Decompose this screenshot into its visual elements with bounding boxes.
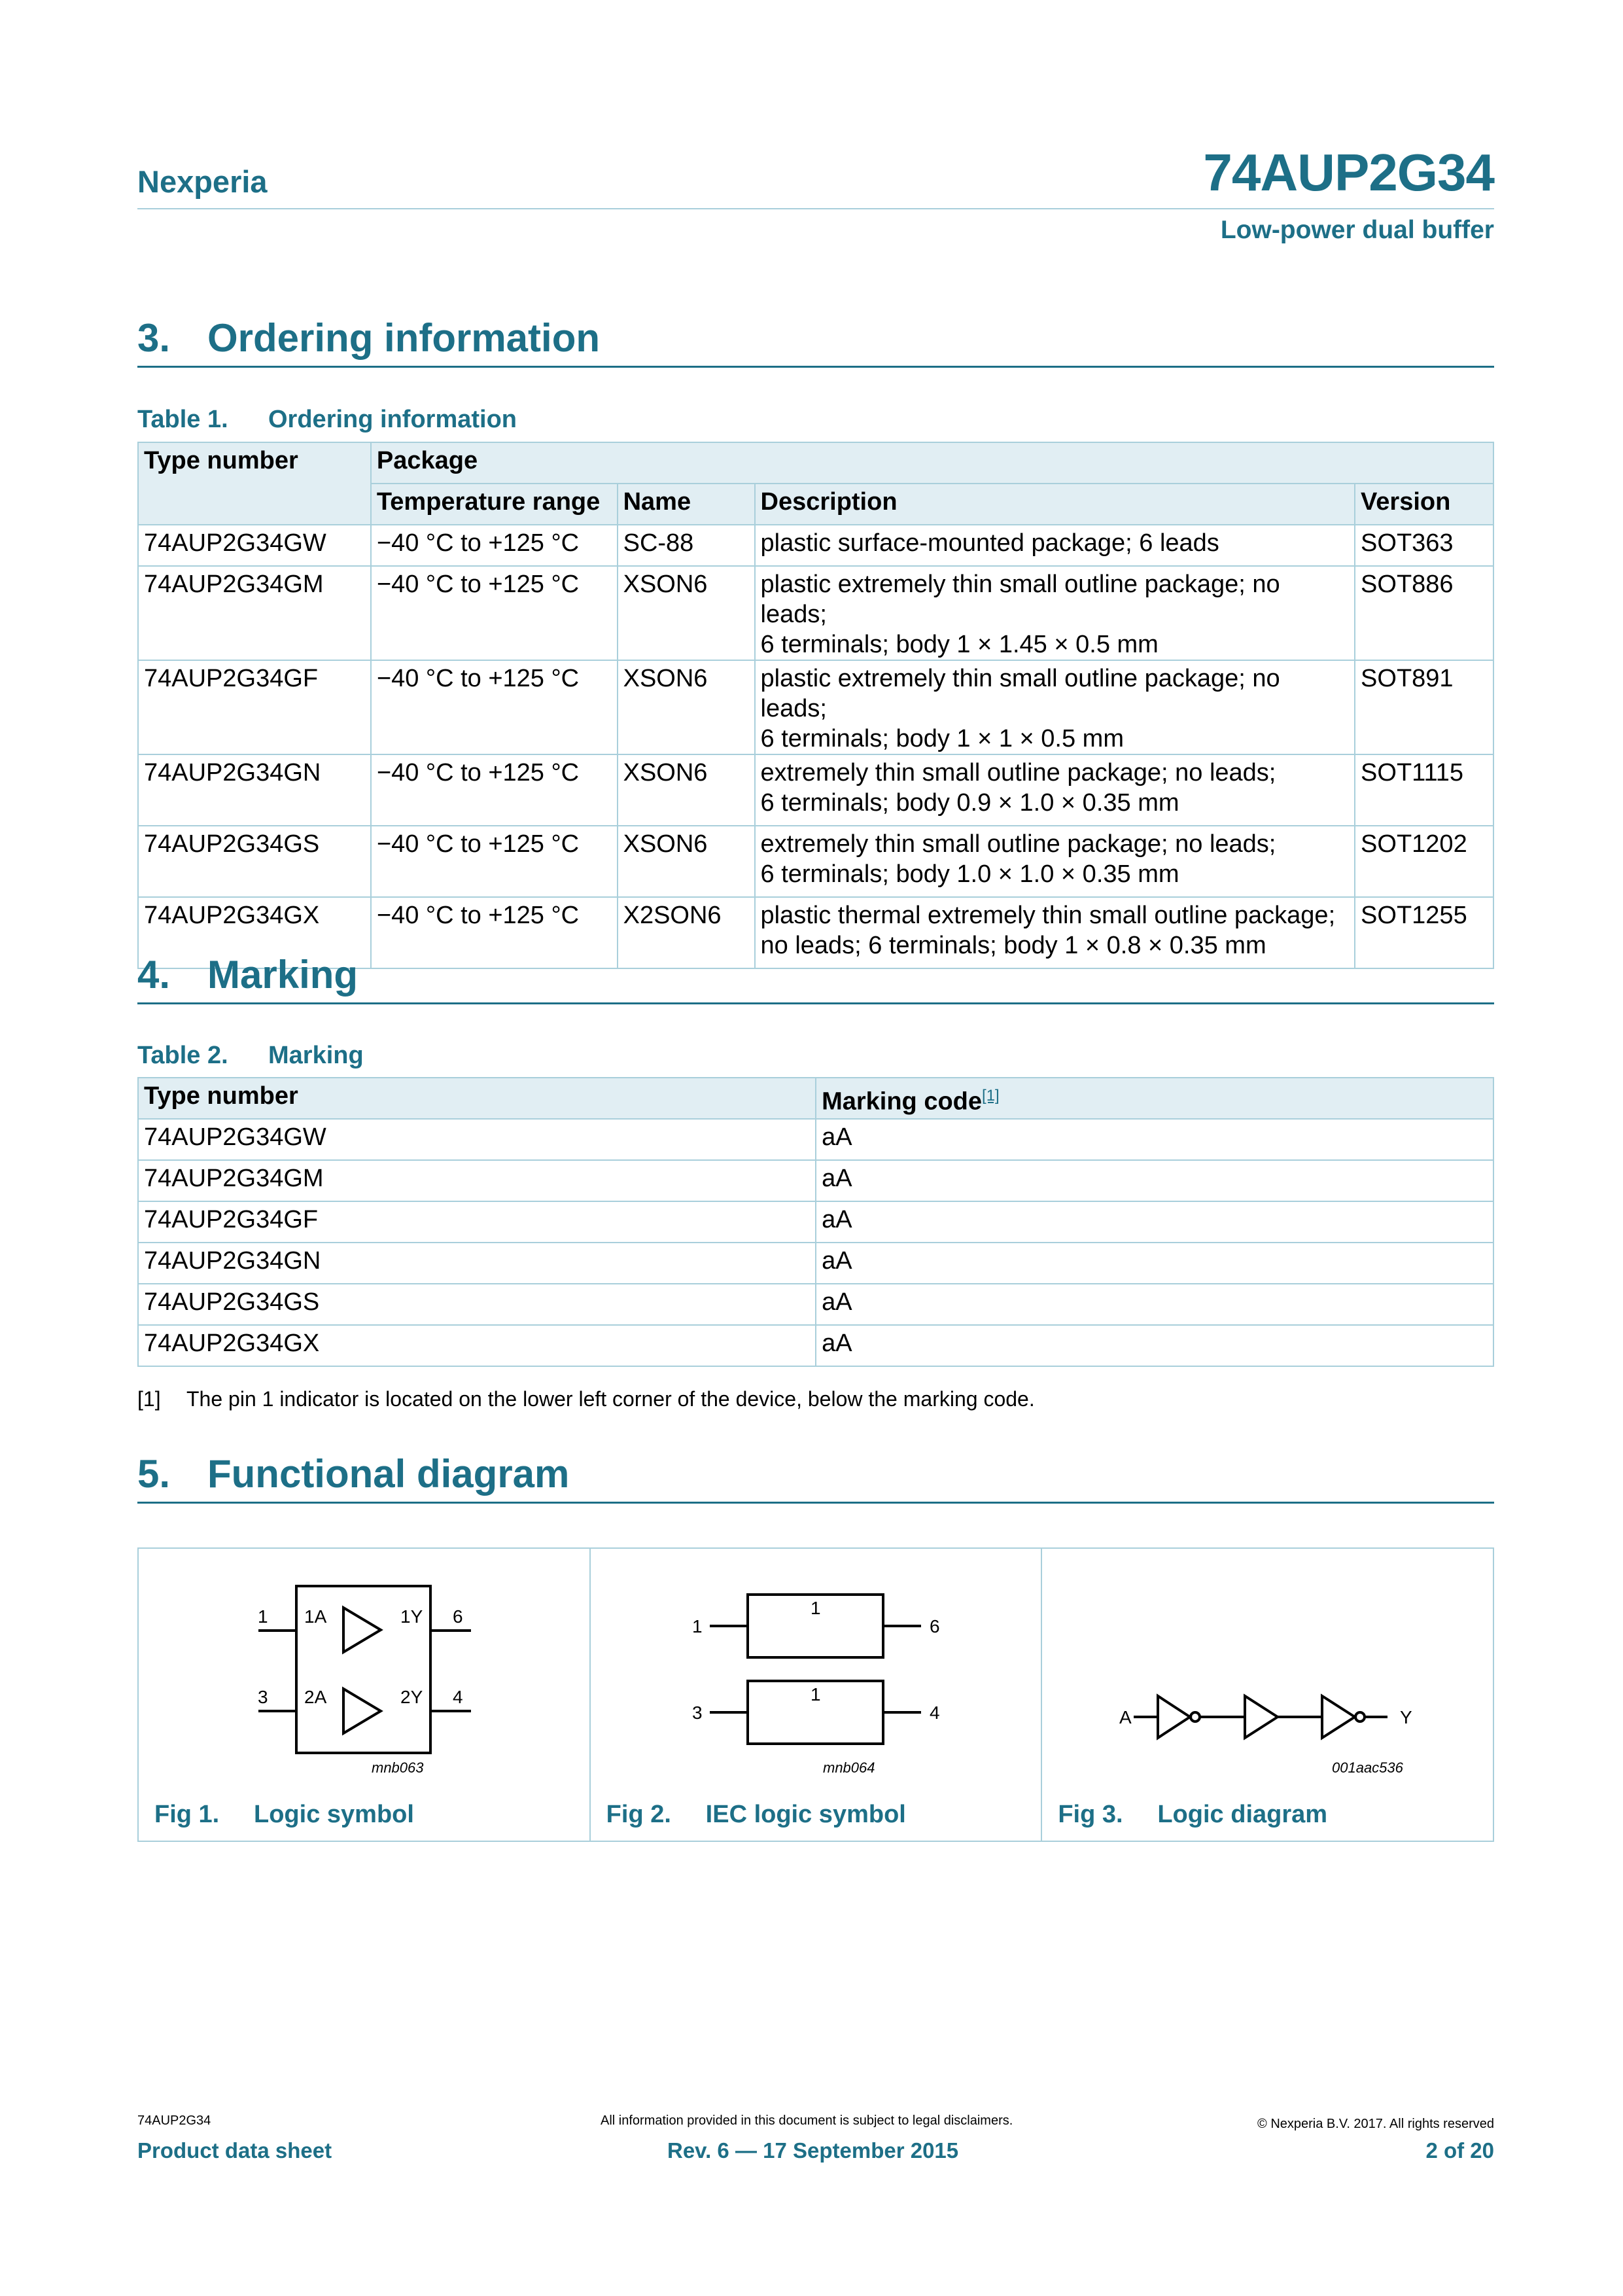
description-line: plastic thermal extremely thin small outline package; (760, 902, 1336, 929)
figure-title: Logic symbol (254, 1801, 414, 1828)
iec-logic-symbol-diagram (591, 1549, 1042, 1797)
col-header-temperature: Temperature range (371, 484, 618, 525)
cell-type-number: 74AUP2G34GM (138, 566, 371, 660)
figure-code: mnb063 (372, 1759, 424, 1776)
col-header-description: Description (755, 484, 1355, 525)
pin-label: 2A (304, 1687, 327, 1707)
document-title: 74AUP2G34 (1203, 143, 1494, 202)
cell-marking-code: aA (816, 1119, 1493, 1160)
col-header-type-number: Type number (138, 442, 371, 525)
cell-description (755, 566, 1355, 660)
cell-version: SOT886 (1355, 566, 1493, 660)
cell-marking-code: aA (816, 1284, 1493, 1325)
iec-qualifier: 1 (810, 1684, 821, 1704)
buffer-gate (343, 1689, 381, 1733)
cell-type-number: 74AUP2G34GN (138, 754, 371, 826)
cell-package-name: XSON6 (618, 566, 755, 660)
input-label: A (1119, 1707, 1132, 1727)
cell-marking-code: aA (816, 1325, 1493, 1366)
table-row (138, 1243, 1493, 1284)
logic-symbol-diagram (139, 1549, 590, 1797)
cell-package-name: X2SON6 (618, 897, 755, 968)
table-number: Table 2. (137, 1042, 228, 1069)
cell-description (755, 525, 1355, 566)
ordering-table (137, 442, 1494, 969)
col-header-type-number: Type number (138, 1078, 816, 1119)
pin-number: 3 (691, 1703, 703, 1723)
pin-number: 4 (453, 1687, 463, 1707)
logic-diagram (1042, 1549, 1493, 1797)
figure-caption (606, 1801, 906, 1829)
cell-package-name: XSON6 (618, 660, 755, 754)
pin-number: 4 (929, 1703, 940, 1723)
table-title: Ordering information (268, 406, 517, 433)
cell-type-number: 74AUP2G34GF (138, 660, 371, 754)
marking-table (137, 1077, 1494, 1367)
footer-disclaimer: All information provided in this document is subject to legal disclaimers. (601, 2113, 1013, 2128)
header-divider (137, 208, 1494, 209)
section-title: Functional diagram (207, 1452, 570, 1496)
footnote-mark: [1] (137, 1387, 161, 1411)
cell-temperature-range: −40 °C to +125 °C (371, 660, 618, 754)
footer-sheet-type: Product data sheet (137, 2138, 332, 2163)
footer-page-number: 2 of 20 (1425, 2138, 1494, 2163)
figure-title: IEC logic symbol (705, 1801, 906, 1828)
table-row (138, 1325, 1493, 1366)
cell-version: SOT1202 (1355, 826, 1493, 897)
cell-description (755, 754, 1355, 826)
figure-title: Logic diagram (1157, 1801, 1328, 1828)
iec-qualifier: 1 (810, 1598, 821, 1618)
cell-type-number: 74AUP2G34GW (138, 1119, 816, 1160)
output-label: Y (1400, 1707, 1413, 1727)
pin-label: 1Y (400, 1606, 423, 1627)
cell-type-number: 74AUP2G34GW (138, 525, 371, 566)
table-number: Table 1. (137, 406, 228, 433)
cell-temperature-range: −40 °C to +125 °C (371, 566, 618, 660)
pin-label: 2Y (400, 1687, 423, 1707)
cell-temperature-range: −40 °C to +125 °C (371, 754, 618, 826)
cell-type-number: 74AUP2G34GS (138, 1284, 816, 1325)
section-heading-ordering (137, 315, 1494, 368)
document-subtitle: Low-power dual buffer (1220, 216, 1494, 244)
cell-marking-code: aA (816, 1243, 1493, 1284)
table-row (138, 826, 1493, 897)
footer-doc-id: 74AUP2G34 (137, 2113, 211, 2128)
pin-number: 1 (691, 1616, 703, 1636)
figure-code: mnb064 (822, 1759, 875, 1776)
footer-revision: Rev. 6 — 17 September 2015 (667, 2138, 959, 2163)
cell-description (755, 826, 1355, 897)
table-row (138, 754, 1493, 826)
cell-temperature-range: −40 °C to +125 °C (371, 525, 618, 566)
cell-type-number: 74AUP2G34GX (138, 897, 371, 968)
section-number: 3. (137, 316, 171, 360)
footnote-link[interactable]: [1] (982, 1087, 1000, 1104)
pin-number: 6 (929, 1616, 940, 1636)
cell-type-number: 74AUP2G34GF (138, 1201, 816, 1243)
table-row (138, 660, 1493, 754)
figure-row (137, 1547, 1494, 1842)
section-heading-marking (137, 952, 1494, 1004)
table-row (138, 1201, 1493, 1243)
description-line: plastic extremely thin small outline package; no leads; (760, 571, 1280, 628)
description-line: extremely thin small outline package; no leads; (760, 830, 1276, 858)
cell-temperature-range: −40 °C to +125 °C (371, 897, 618, 968)
table-row (138, 566, 1493, 660)
cell-marking-code: aA (816, 1160, 1493, 1201)
buffer-gate (343, 1608, 381, 1652)
inverter-gate (1158, 1696, 1190, 1738)
description-line: no leads; 6 terminals; body 1 × 0.8 × 0.35 mm (760, 932, 1266, 959)
figure-caption (1058, 1801, 1327, 1829)
col-header-version: Version (1355, 484, 1493, 525)
inverter-gate (1322, 1696, 1355, 1738)
figure-caption (154, 1801, 414, 1829)
section-title: Ordering information (207, 316, 600, 360)
cell-version: SOT1115 (1355, 754, 1493, 826)
cell-type-number: 74AUP2G34GS (138, 826, 371, 897)
brand-name: Nexperia (137, 164, 268, 199)
section-title: Marking (207, 953, 358, 997)
pin-number: 3 (258, 1687, 268, 1707)
figure-number: Fig 2. (606, 1801, 671, 1828)
cell-temperature-range: −40 °C to +125 °C (371, 826, 618, 897)
cell-package-name: XSON6 (618, 826, 755, 897)
cell-version: SOT363 (1355, 525, 1493, 566)
description-line: extremely thin small outline package; no leads; (760, 759, 1276, 786)
cell-version: SOT1255 (1355, 897, 1493, 968)
table-caption-ordering (137, 406, 517, 434)
pin-label: 1A (304, 1606, 327, 1627)
pin-number: 6 (453, 1606, 463, 1627)
cell-package-name: XSON6 (618, 754, 755, 826)
cell-type-number: 74AUP2G34GX (138, 1325, 816, 1366)
cell-marking-code: aA (816, 1201, 1493, 1243)
col-header-name: Name (618, 484, 755, 525)
table-row (138, 1284, 1493, 1325)
figure-number: Fig 1. (154, 1801, 220, 1828)
footer-copyright: © Nexperia B.V. 2017. All rights reserved (1257, 2117, 1494, 2131)
section-heading-functional-diagram (137, 1451, 1494, 1504)
table-title: Marking (268, 1042, 364, 1069)
figure-number: Fig 3. (1058, 1801, 1123, 1828)
pin-number: 1 (258, 1606, 268, 1627)
description-line: 6 terminals; body 1 × 1.45 × 0.5 mm (760, 631, 1159, 658)
figure-logic-symbol (139, 1549, 591, 1841)
table-row (138, 1119, 1493, 1160)
cell-description (755, 660, 1355, 754)
table-row (138, 525, 1493, 566)
cell-type-number: 74AUP2G34GM (138, 1160, 816, 1201)
table-row (138, 1160, 1493, 1201)
cell-version: SOT891 (1355, 660, 1493, 754)
table-footnote (137, 1387, 1035, 1411)
description-line: 6 terminals; body 1.0 × 1.0 × 0.35 mm (760, 860, 1179, 888)
footnote-text: The pin 1 indicator is located on the lower left corner of the device, below the marking code. (186, 1387, 1035, 1411)
table-caption-marking (137, 1042, 364, 1070)
marking-code-label: Marking code (822, 1087, 983, 1116)
col-header-marking-code (816, 1078, 1493, 1119)
section-number: 4. (137, 953, 171, 997)
col-header-package: Package (371, 442, 1493, 484)
buffer-gate (1245, 1696, 1278, 1738)
description-line: plastic extremely thin small outline package; no leads; (760, 665, 1280, 722)
figure-logic-diagram (1042, 1549, 1493, 1841)
description-line: plastic surface-mounted package; 6 leads (760, 529, 1219, 557)
description-line: 6 terminals; body 0.9 × 1.0 × 0.35 mm (760, 789, 1179, 817)
figure-iec-logic-symbol (591, 1549, 1043, 1841)
section-number: 5. (137, 1452, 171, 1496)
figure-code: 001aac536 (1332, 1759, 1404, 1776)
cell-type-number: 74AUP2G34GN (138, 1243, 816, 1284)
description-line: 6 terminals; body 1 × 1 × 0.5 mm (760, 725, 1124, 752)
cell-package-name: SC-88 (618, 525, 755, 566)
